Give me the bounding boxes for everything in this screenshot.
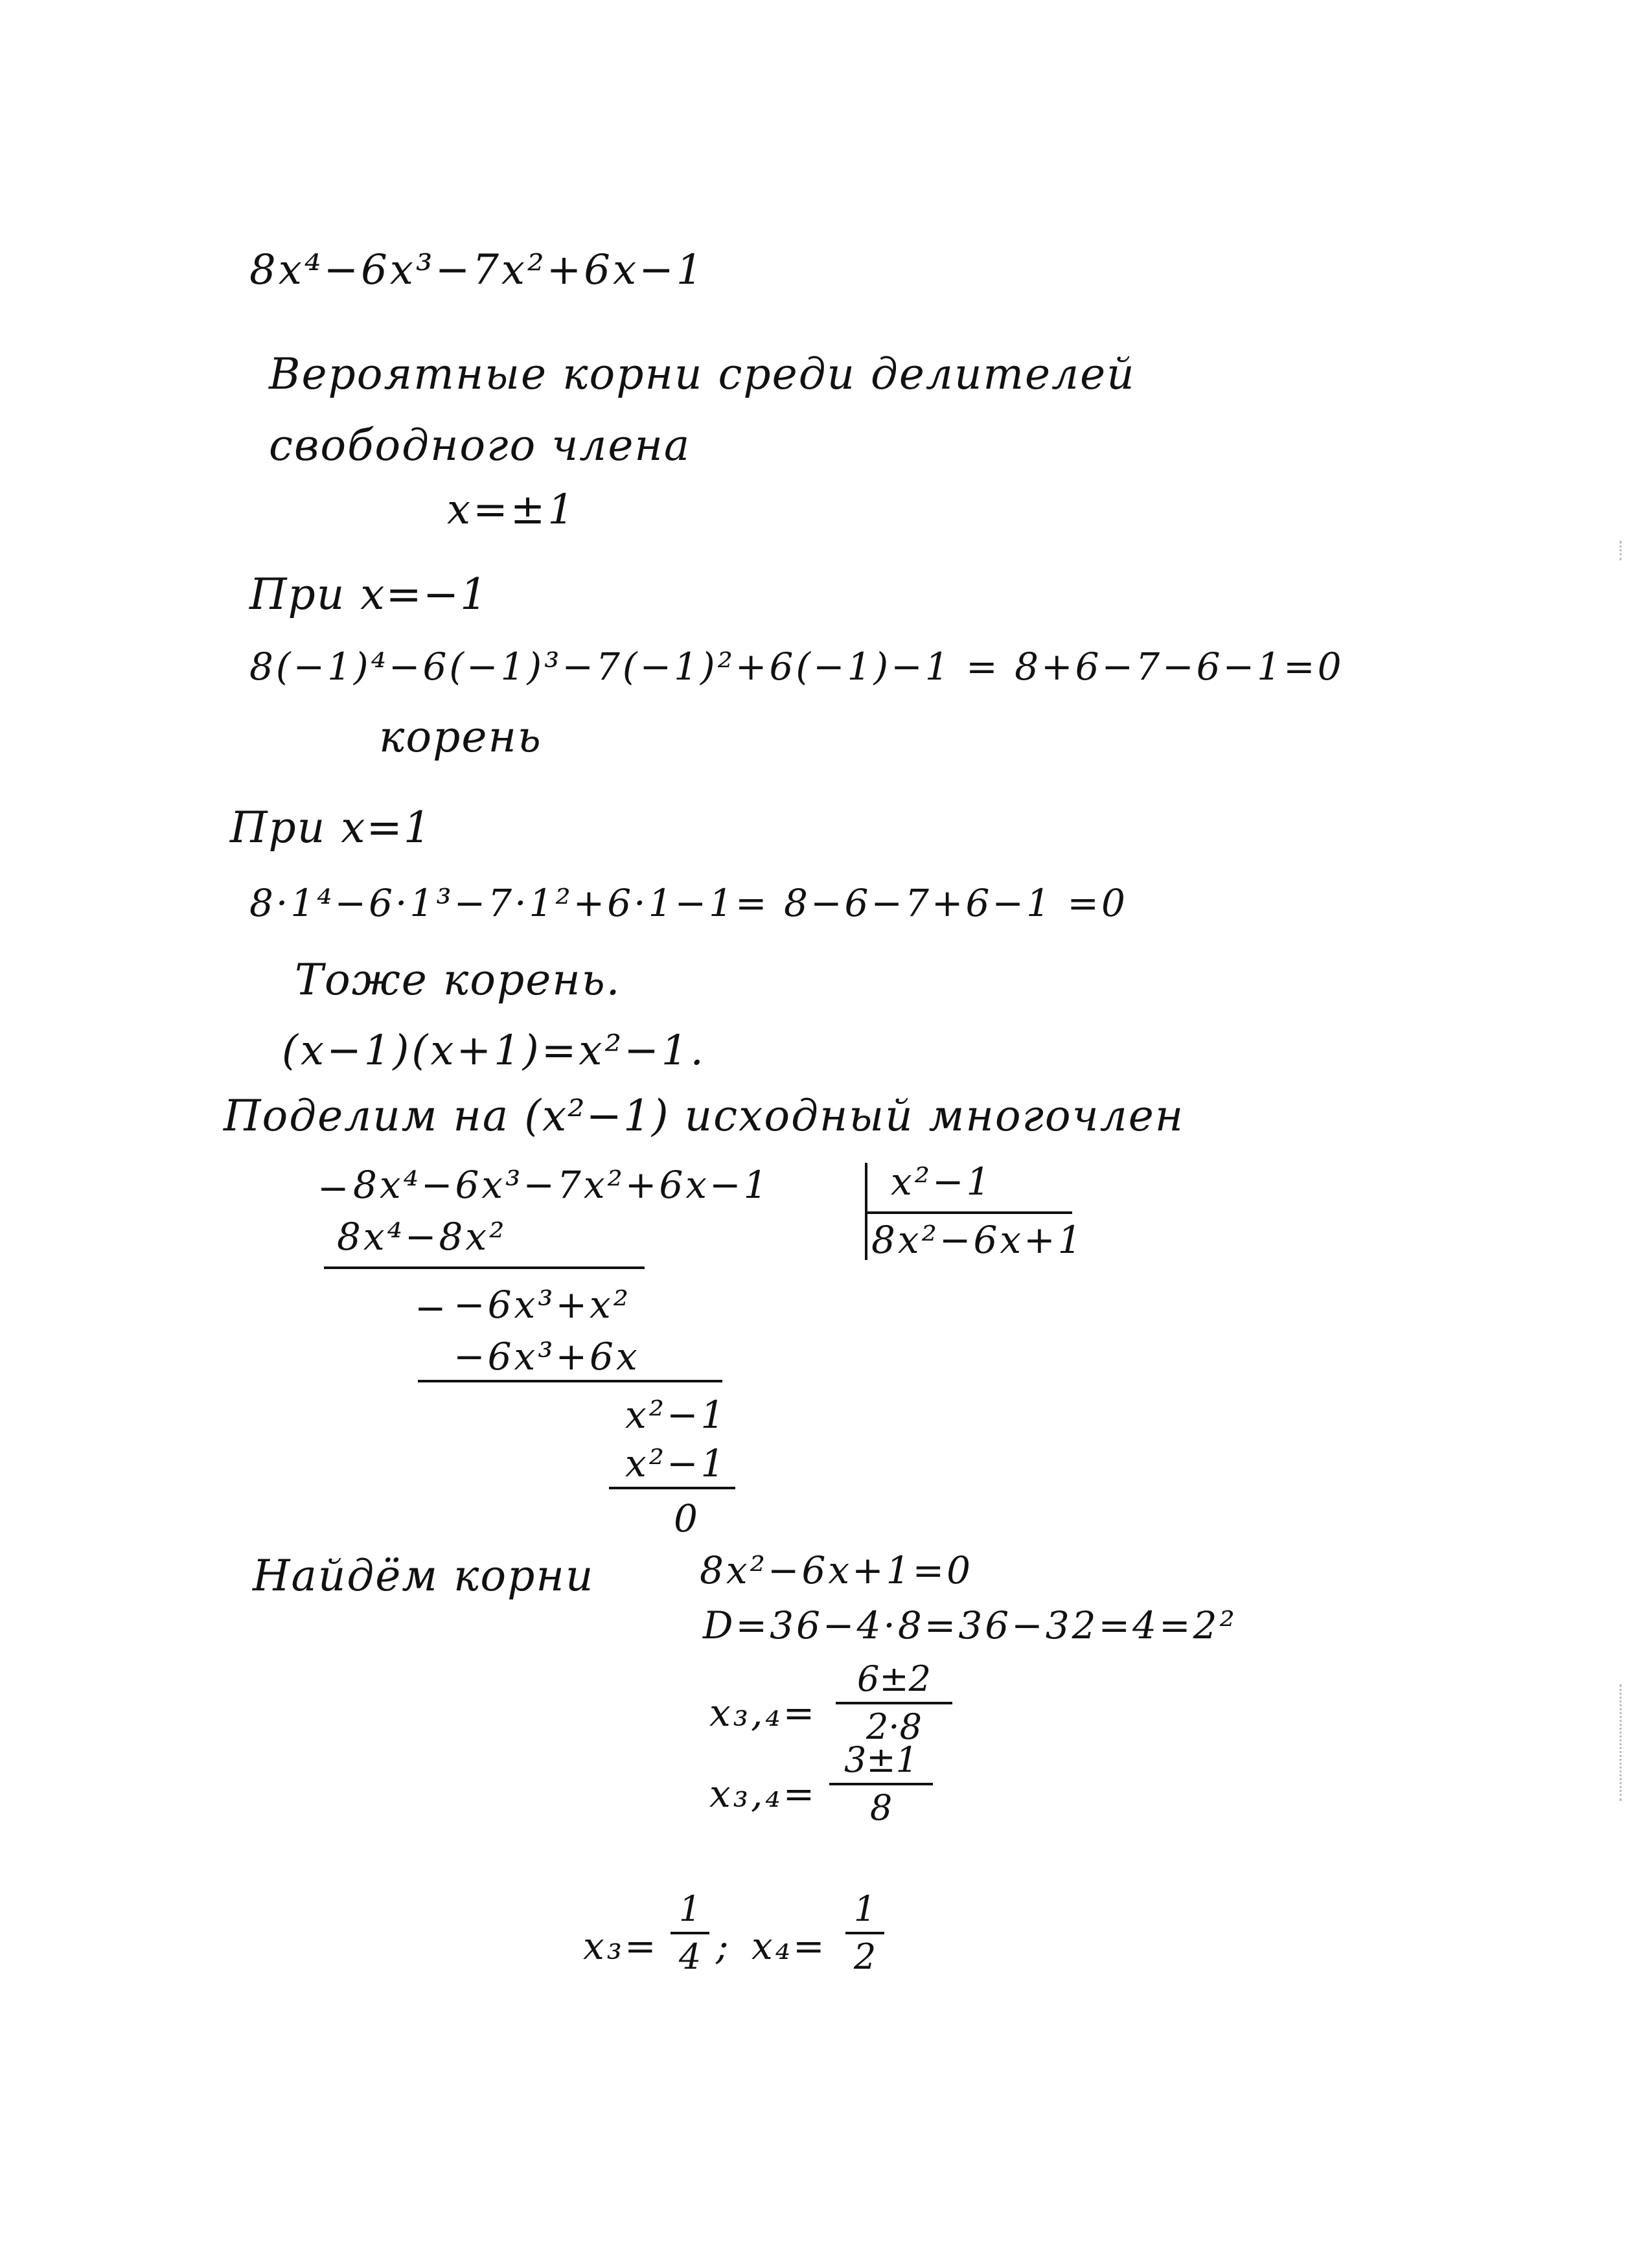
roots-formula-fraction (836, 1658, 952, 1747)
root-candidates: x=±1 (447, 486, 577, 534)
answer-x3-fraction (671, 1888, 709, 1977)
answer-x4-label: x₄= (751, 1924, 827, 1968)
scan-artifact (1620, 1684, 1622, 1801)
division-step2-underline (418, 1380, 722, 1382)
roots-simplified-numerator: 3±1 (844, 1739, 918, 1780)
check-one-heading: При x=1 (230, 803, 432, 853)
roots-formula-numerator: 6±2 (857, 1658, 931, 1699)
discriminant: D=36−4·8=36−32=4=2² (703, 1603, 1237, 1647)
probable-roots-line-1: Вероятные корни среди делителей (269, 349, 1136, 399)
answer-separator: ; (716, 1924, 731, 1968)
answer-x4-numerator: 1 (853, 1888, 877, 1929)
check-minus-one-calculation: 8(−1)⁴−6(−1)³−7(−1)²+6(−1)−1 = 8+6−7−6−1=0 (249, 645, 1344, 689)
divisor-underline (865, 1211, 1072, 1214)
division-step1-remainder: −6x³+x² (453, 1283, 632, 1327)
division-step1-underline (324, 1266, 645, 1269)
division-note: Поделим на (x²−1) исходный многочлен (224, 1091, 1185, 1141)
check-one-verdict: Тоже корень. (295, 955, 621, 1005)
check-minus-one-heading: При x=−1 (249, 569, 489, 619)
division-step3-subtrahend: x²−1 (625, 1441, 728, 1485)
division-divisor: x²−1 (891, 1160, 993, 1204)
answer-x4-denominator: 2 (853, 1936, 877, 1977)
probable-roots-line-2: свободного члена (269, 420, 691, 470)
answer-x3-denominator: 4 (678, 1936, 702, 1977)
division-step1-subtrahend: 8x⁴−8x² (337, 1215, 507, 1259)
answer-x3-fraction-bar (671, 1932, 709, 1934)
roots-simplified-denominator: 8 (869, 1787, 893, 1828)
check-one-calculation: 8·1⁴−6·1³−7·1²+6·1−1= 8−6−7+6−1 =0 (249, 881, 1128, 925)
roots-simplified-fraction-bar (829, 1783, 933, 1785)
roots-formula-denominator: 2·8 (866, 1706, 922, 1747)
factor-product: (x−1)(x+1)=x²−1. (282, 1027, 706, 1075)
answer-x3-label: x₃= (583, 1924, 659, 1968)
quadratic-equation: 8x²−6x+1=0 (700, 1548, 974, 1592)
scan-artifact (1620, 541, 1622, 560)
division-step2-subtrahend: −6x³+6x (453, 1334, 640, 1379)
division-minus-sign-2: − (415, 1286, 449, 1330)
roots-simplified-fraction (829, 1739, 933, 1828)
find-roots-intro: Найдём корни (253, 1551, 595, 1601)
roots-formula-fraction-bar (836, 1702, 952, 1704)
division-dividend: 8x⁴−6x³−7x²+6x−1 (353, 1163, 770, 1207)
answer-x3-numerator: 1 (678, 1888, 702, 1929)
check-minus-one-verdict: корень (379, 712, 542, 762)
division-final-remainder: 0 (674, 1496, 700, 1541)
polynomial: 8x⁴−6x³−7x²+6x−1 (249, 246, 706, 294)
division-quotient: 8x²−6x+1 (871, 1218, 1084, 1262)
roots-simplified-label: x₃,₄= (709, 1772, 818, 1816)
roots-formula-label: x₃,₄= (709, 1691, 818, 1735)
division-step3-underline (609, 1487, 735, 1489)
answer-x4-fraction-bar (845, 1932, 884, 1934)
division-minus-sign-1: − (317, 1166, 352, 1210)
answer-x4-fraction (845, 1888, 884, 1977)
division-step2-remainder: x²−1 (625, 1393, 728, 1437)
